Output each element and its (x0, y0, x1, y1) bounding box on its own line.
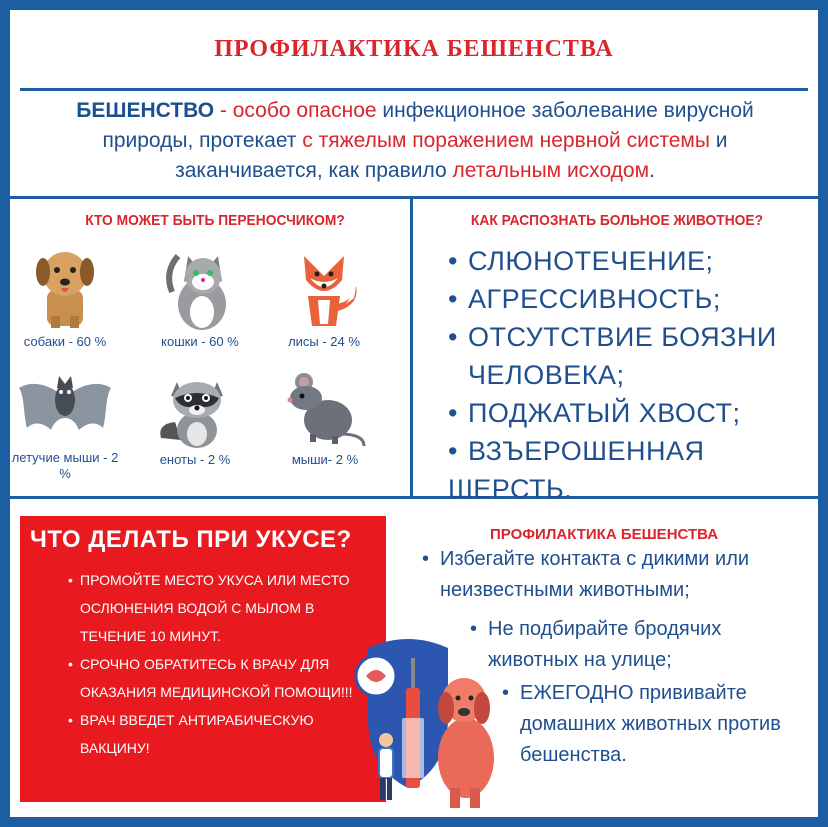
animal-label: еноты - 2 % (159, 452, 231, 467)
list-item: • ВРАЧ ВВЕДЕТ АНТИРАБИЧЕСКУЮ ВАКЦИНУ! (68, 706, 358, 762)
signs-list (448, 242, 818, 508)
signs-heading: КАК РАСПОЗНАТЬ БОЛЬНОЕ ЖИВОТНОЕ? (470, 212, 764, 229)
list-item: • ПОДЖАТЫЙ ХВОСТ; (448, 398, 741, 428)
intro-period: . (649, 159, 655, 182)
animal-fox (264, 242, 384, 350)
intro-highlight-2: с тяжелым поражением нервной системы (302, 129, 710, 152)
prevention-item: • Не подбирайте бродячих животных на улице; (470, 618, 722, 671)
dog-icon (25, 242, 105, 332)
animal-label: кошки - 60 % (161, 334, 239, 349)
carriers-heading: КТО МОЖЕТ БЫТЬ ПЕРЕНОСЧИКОМ? (85, 212, 345, 229)
vaccination-illustration (346, 628, 506, 813)
intro-highlight-1: особо опасное (232, 99, 377, 122)
animal-label: лисы - 24 % (288, 334, 360, 349)
intro-plain-2: и заканчивается, как правило (175, 129, 728, 182)
list-item: • ВЗЪЕРОШЕННАЯ ШЕРСТЬ. (448, 436, 705, 504)
animal-dog (5, 242, 125, 350)
animal-mouse (265, 368, 385, 468)
animal-label: мыши- 2 % (291, 452, 359, 467)
raccoon-icon (155, 368, 235, 450)
intro-term: БЕШЕНСТВО (76, 99, 215, 122)
prevention-item: • ЕЖЕГОДНО прививайте домашних животных против бешенства. (502, 682, 781, 766)
intro-plain-1: инфекционное заболевание вирусной природы, протекает (102, 99, 754, 152)
cat-icon (160, 242, 240, 332)
page-title: ПРОФИЛАКТИКА БЕШЕНСТВА (214, 35, 614, 62)
prevention-heading: ПРОФИЛАКТИКА БЕШЕНСТВА (490, 526, 719, 543)
bite-list (68, 566, 358, 762)
divider (10, 196, 818, 199)
prevention-item: • Избегайте контакта с дикими или неизвестными животными; (422, 548, 750, 601)
divider (410, 196, 413, 498)
list-item: • СЛЮНОТЕЧЕНИЕ; (448, 246, 714, 276)
mouse-icon (280, 368, 370, 450)
animal-raccoon (135, 368, 255, 468)
bite-heading: ЧТО ДЕЛАТЬ ПРИ УКУСЕ? (30, 526, 352, 553)
list-item: • СРОЧНО ОБРАТИТЕСЬ К ВРАЧУ ДЛЯ ОКАЗАНИЯ МЕДИЦИНСКОЙ ПОМОЩИ!!! (68, 650, 358, 706)
list-item: • АГРЕССИВНОСТЬ; (448, 284, 721, 314)
bat-icon (15, 368, 115, 448)
intro-text (40, 96, 790, 186)
intro-highlight-3: летальным исходом (452, 159, 650, 182)
list-item: • ПРОМОЙТЕ МЕСТО УКУСА ИЛИ МЕСТО ОСЛЮНЕНИЯ ВОДОЙ С МЫЛОМ В ТЕЧЕНИЕ 10 МИНУТ. (68, 566, 358, 650)
animal-label: летучие мыши - 2 % (11, 450, 119, 481)
fox-icon (284, 242, 364, 332)
list-item: ЧЕЛОВЕКА; (468, 360, 625, 390)
animal-cat (140, 242, 260, 350)
intro-dash: - (214, 99, 233, 122)
animal-label: собаки - 60 % (23, 334, 107, 349)
divider (20, 88, 808, 91)
list-item: • ОТСУТСТВИЕ БОЯЗНИ (448, 322, 777, 352)
poster (10, 10, 818, 817)
animal-bat (5, 368, 125, 482)
